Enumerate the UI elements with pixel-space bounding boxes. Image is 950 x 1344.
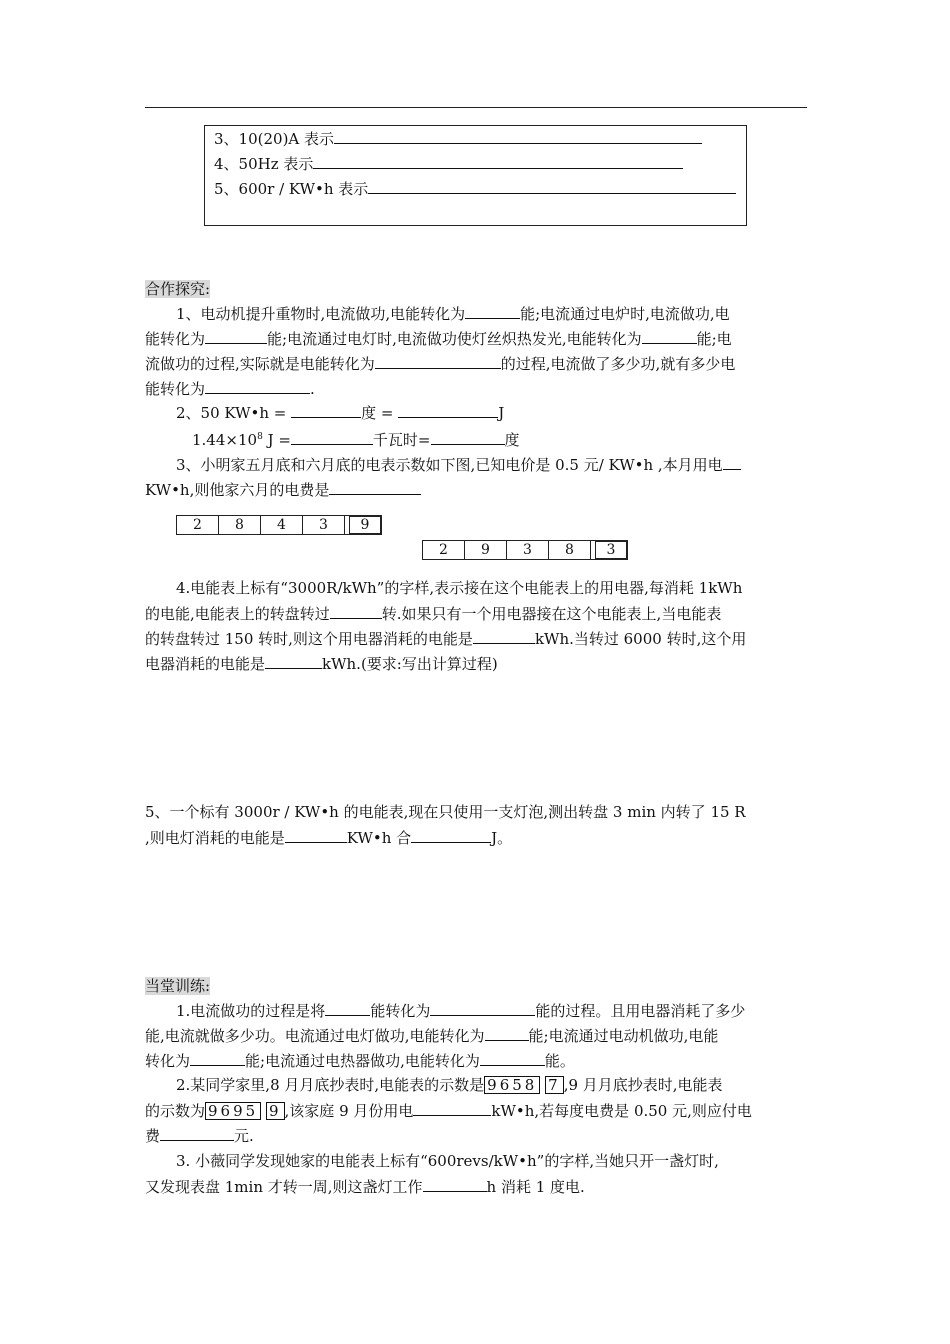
answer-blank[interactable] — [430, 1000, 535, 1016]
spec-line-3: 3、10(20)A 表示 — [214, 128, 702, 149]
meter-decimal-box: 7 — [545, 1076, 564, 1094]
answer-blank[interactable] — [413, 1100, 491, 1116]
answer-blank[interactable] — [330, 603, 382, 619]
meter-digit: 8 — [549, 541, 591, 559]
spec-line-4: 4、50Hz 表示 — [214, 153, 683, 174]
answer-blank[interactable] — [642, 328, 697, 344]
header-rule — [145, 107, 807, 108]
coop-q5-line2: ,则电灯消耗的电能是 KW•h 合 J。 — [145, 829, 513, 847]
answer-blank[interactable] — [205, 328, 267, 344]
answer-blank[interactable] — [723, 454, 741, 470]
meter-spec-box — [204, 125, 747, 226]
coop-q1-line1: 1、电动机提升重物时,电流做功,电能转化为 能;电流通过电炉时,电流做功,电 — [176, 305, 730, 323]
answer-blank[interactable] — [411, 827, 491, 843]
meter-digit: 2 — [177, 516, 219, 534]
practice-p3-line1: 3. 小薇同学发现她家的电能表上标有“600revs/kW•h”的字样,当她只开一盏灯时, — [176, 1152, 719, 1170]
practice-p3-line2: 又发现表盘 1min 才转一周,则这盏灯工作 h 消耗 1 度电. — [145, 1178, 585, 1196]
answer-blank[interactable] — [485, 1025, 529, 1041]
meter-decimal-box: 9 — [266, 1102, 285, 1120]
answer-blank[interactable] — [329, 479, 421, 495]
spec-line-5: 5、600r / KW•h 表示 — [214, 178, 736, 199]
answer-blank[interactable] — [334, 128, 702, 144]
coop-q1-line2: 能转化为 能;电流通过电灯时,电流做功使灯丝炽热发光,电能转化为 能;电 — [145, 330, 732, 348]
answer-blank[interactable] — [480, 1050, 545, 1066]
answer-blank[interactable] — [291, 429, 373, 445]
practice-p1-line1: 1.电流做功的过程是将 能转化为 能的过程。且用电器消耗了多少 — [176, 1002, 746, 1020]
section-heading-practice: 当堂训练: — [145, 977, 211, 995]
answer-blank[interactable] — [190, 1050, 245, 1066]
coop-q4-line4: 电器消耗的电能是 kWh.(要求:写出计算过程) — [145, 655, 498, 673]
coop-q1-line4: 能转化为 . — [145, 380, 315, 398]
practice-p2-line1: 2.某同学家里,8 月月底抄表时,电能表的示数是 9658 7 ,9 月月底抄表时,电能表 — [176, 1076, 723, 1094]
meter-digit: 3 — [507, 541, 549, 559]
meter-reading-may — [176, 515, 382, 535]
answer-blank[interactable] — [285, 827, 347, 843]
coop-q3-line2: KW•h,则他家六月的电费是 — [145, 479, 421, 500]
meter-reading-box: 9658 — [484, 1076, 540, 1094]
answer-blank[interactable] — [473, 628, 535, 644]
meter-decimal-digit: 9 — [349, 516, 381, 534]
answer-blank[interactable] — [205, 378, 310, 394]
answer-blank[interactable] — [291, 402, 361, 418]
practice-p2-line3: 费 元. — [145, 1127, 254, 1145]
answer-blank[interactable] — [325, 1000, 370, 1016]
answer-blank[interactable] — [313, 153, 683, 169]
coop-q3-line1: 3、小明家五月底和六月底的电表示数如下图,已知电价是 0.5 元/ KW•h ,本月用电 — [176, 454, 741, 475]
meter-digit: 4 — [261, 516, 303, 534]
meter-decimal-digit: 3 — [595, 541, 627, 559]
answer-blank[interactable] — [423, 1176, 487, 1192]
meter-digit: 8 — [219, 516, 261, 534]
section-heading-coop: 合作探究: — [145, 280, 211, 298]
answer-blank[interactable] — [368, 178, 736, 194]
coop-q2-line1: 2、50 KW•h = 度 = J — [176, 404, 505, 422]
answer-blank[interactable] — [465, 303, 520, 319]
practice-p2-line2: 的示数为 9695 9 ,该家庭 9 月份用电 kW•h,若每度电费是 0.50 元,则应付电 — [145, 1102, 752, 1120]
answer-blank[interactable] — [265, 653, 322, 669]
meter-reading-box: 9695 — [205, 1102, 261, 1120]
practice-p1-line3: 转化为 能;电流通过电热器做功,电能转化为 能。 — [145, 1052, 575, 1070]
answer-blank[interactable] — [160, 1125, 234, 1141]
meter-digit: 3 — [303, 516, 345, 534]
coop-q1-line3: 流做功的过程,实际就是电能转化为 的过程,电流做了多少功,就有多少电 — [145, 355, 736, 373]
coop-q4-line3: 的转盘转过 150 转时,则这个用电器消耗的电能是 kWh.当转过 6000 转时,这个用 — [145, 630, 747, 648]
meter-digit: 9 — [465, 541, 507, 559]
answer-blank[interactable] — [431, 429, 505, 445]
coop-q5-line1: 5、一个标有 3000r / KW•h 的电能表,现在只使用一支灯泡,测出转盘 3 min 内转了 15 R — [145, 803, 746, 821]
coop-q2-line2: $1.44\times 10^8$ J = 千瓦时= 度 — [192, 431, 520, 449]
coop-q4-line2: 的电能,电能表上的转盘转过 转.如果只有一个用电器接在这个电能表上,当电能表 — [145, 605, 722, 623]
meter-digit: 2 — [423, 541, 465, 559]
answer-blank[interactable] — [398, 402, 498, 418]
answer-blank[interactable] — [375, 353, 501, 369]
coop-q4-line1: 4.电能表上标有“3000R/kWh”的字样,表示接在这个电能表上的用电器,每消耗 1kWh — [176, 579, 743, 597]
meter-reading-june — [422, 540, 628, 560]
practice-p1-line2: 能,电流就做多少功。电流通过电灯做功,电能转化为 能;电流通过电动机做功,电能 — [145, 1027, 719, 1045]
